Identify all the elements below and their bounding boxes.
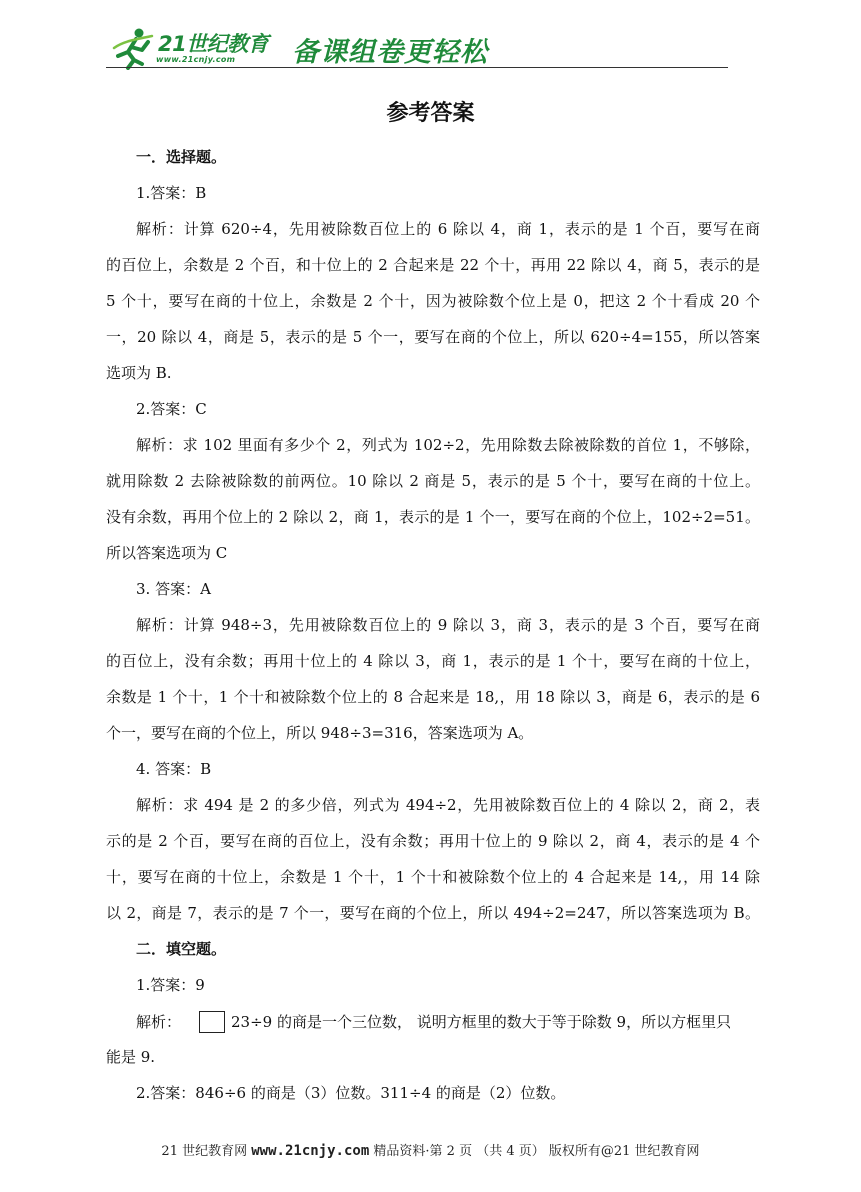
- answer-line: 3. 答案：A: [136, 580, 211, 598]
- page-title: 参考答案: [386, 101, 475, 126]
- page-footer: [0, 1140, 861, 1159]
- answer-line: 1.答案：9: [136, 976, 205, 994]
- explanation-line: 选项为 B.: [106, 364, 172, 382]
- answer-line: 1.答案：B: [136, 184, 207, 202]
- explanation-line: 以 2，商是 7，表示的是 7 个一，要写在商的个位上，所以 494÷2=247，所以答案选项为 B。: [106, 904, 760, 922]
- explanation-line: 的百位上，余数是 2 个百，和十位上的 2 合起来是 22 个十，再用 22 除以 4，商 5，表示的是: [106, 256, 760, 274]
- explanation-line: 没有余数，再用个位上的 2 除以 2，商 1，表示的是 1 个一，要写在商的个位上，102÷2=51。: [106, 508, 760, 526]
- section-heading-choice: 一．选择题。: [136, 148, 227, 166]
- answer-line: 2.答案：C: [136, 400, 207, 418]
- footer-site: 21 世纪教育网: [161, 1144, 248, 1159]
- explanation-line: 能是 9.: [106, 1048, 156, 1066]
- explanation-line: 5 个十，要写在商的十位上，余数是 2 个十，因为被除数个位上是 0，把这 2 个十看成 20 个: [106, 292, 760, 310]
- blank-box: [199, 1011, 225, 1033]
- explanation-line: 一，20 除以 4，商是 5，表示的是 5 个一，要写在商的个位上，所以 620÷4=155，所以答案: [106, 328, 760, 346]
- explanation-line: 余数是 1 个十，1 个十和被除数个位上的 8 合起来是 18,，用 18 除以 3，商是 6，表示的是 6: [106, 688, 760, 706]
- explanation-prefix: 解析：: [136, 1013, 182, 1031]
- explanation-line: [136, 1011, 760, 1033]
- footer-url[interactable]: www.21cnjy.com: [251, 1143, 370, 1159]
- explanation-line: 个一，要写在商的个位上，所以 948÷3=316，答案选项为 A。: [106, 724, 534, 742]
- explanation-text: 23÷9 的商是一个三位数， 说明方框里的数大于等于除数 9，所以方框里只: [231, 1013, 732, 1031]
- explanation-line: 十，要写在商的十位上，余数是 1 个十，1 个十和被除数个位上的 4 合起来是 14,，用 14 除: [106, 868, 760, 886]
- explanation-line: 解析：计算 948÷3，先用被除数百位上的 9 除以 3，商 3，表示的是 3 个百，要写在商: [136, 616, 760, 634]
- explanation-line: 解析：求 494 是 2 的多少倍，列式为 494÷2，先用被除数百位上的 4 除以 2，商 2，表: [136, 796, 760, 814]
- explanation-line: 所以答案选项为 C: [106, 544, 228, 562]
- explanation-line: 示的是 2 个百，要写在商的百位上，没有余数；再用十位上的 9 除以 2，商 4，表示的是 4 个: [106, 832, 760, 850]
- section-heading-fill: 二．填空题。: [136, 940, 227, 958]
- explanation-line: 的百位上，没有余数；再用十位上的 4 除以 3，商 1，表示的是 1 个十，要写在商的十位上，: [106, 652, 760, 670]
- footer-info: 精品资料·第 2 页 （共 4 页） 版权所有@21 世纪教育网: [373, 1144, 700, 1159]
- header-divider: [106, 67, 728, 68]
- brand-name: 21世纪教育: [158, 32, 269, 56]
- runner-icon: [112, 26, 156, 70]
- brand-url[interactable]: www.21cnjy.com: [156, 55, 236, 64]
- page-header: [0, 0, 861, 80]
- answer-line: 4. 答案：B: [136, 760, 212, 778]
- explanation-line: 解析：计算 620÷4，先用被除数百位上的 6 除以 4，商 1，表示的是 1 个百，要写在商: [136, 220, 760, 238]
- explanation-line: 解析：求 102 里面有多少个 2，列式为 102÷2，先用除数去除被除数的首位 1，不够除，: [136, 436, 760, 454]
- header-slogan: 备课组卷更轻松: [292, 37, 488, 68]
- answer-line: 2.答案：846÷6 的商是（3）位数。311÷4 的商是（2）位数。: [136, 1084, 566, 1102]
- explanation-line: 就用除数 2 去除被除数的前两位。10 除以 2 商是 5，表示的是 5 个十，要写在商的十位上。: [106, 472, 760, 490]
